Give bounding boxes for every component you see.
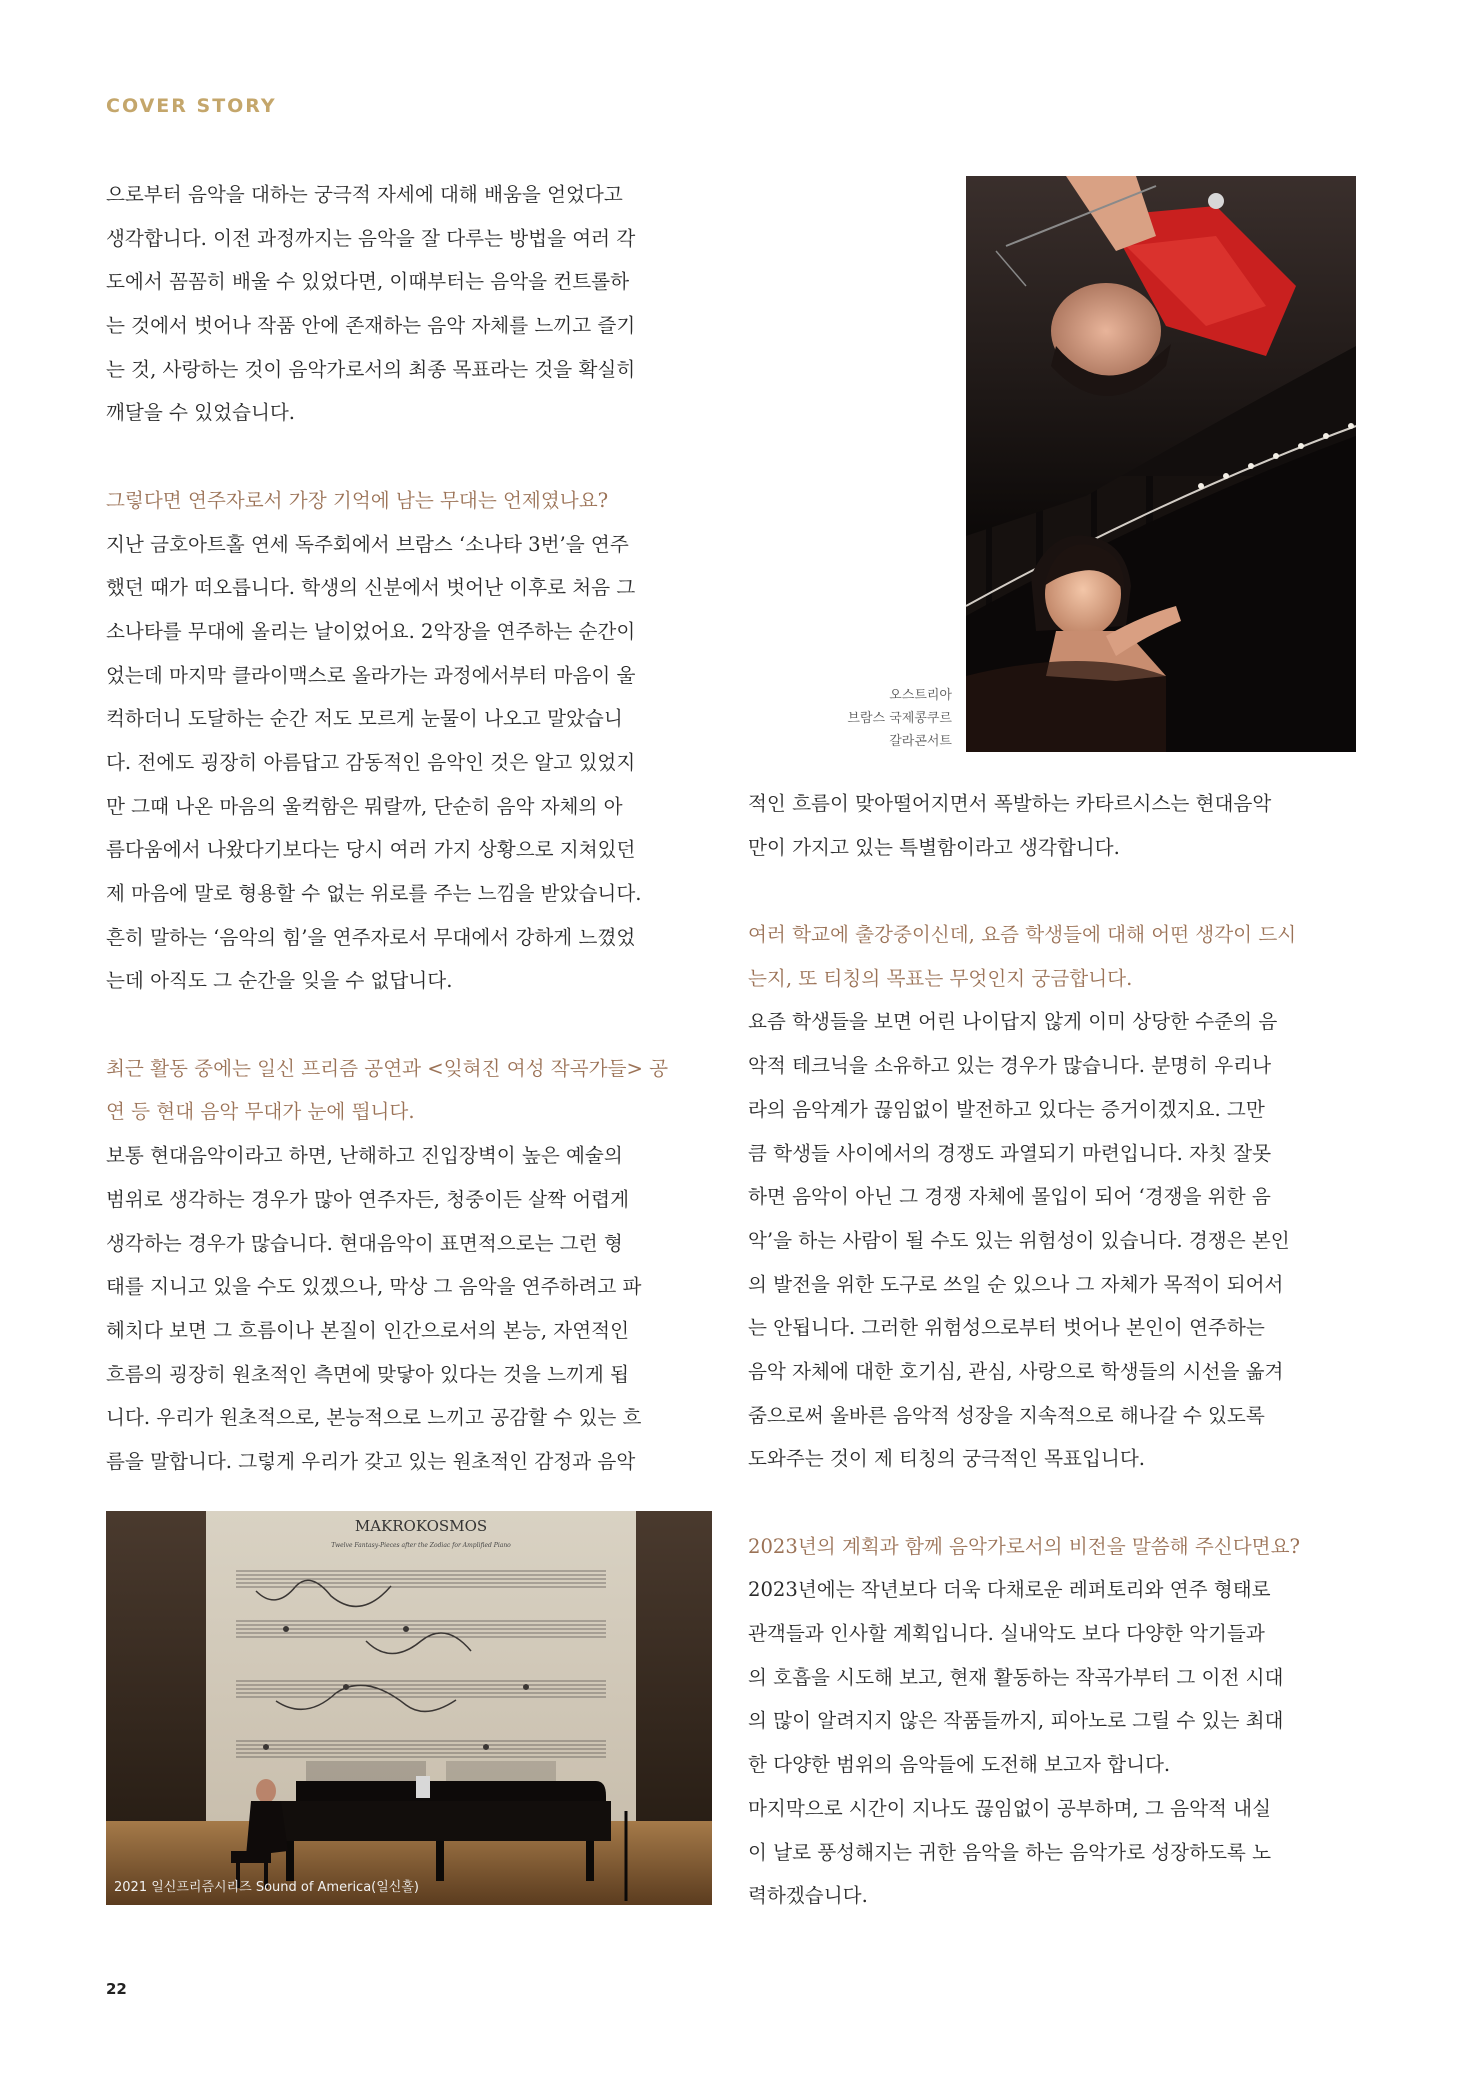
left-column [106,173,716,1484]
body-line: 의 호흡을 시도해 보고, 현재 활동하는 작곡가부터 그 이전 시대 [748,1665,1284,1689]
screen-title: MAKROKOSMOS [354,1517,488,1535]
body-line: 이 날로 풍성해지는 귀한 음악을 하는 음악가로 성장하도록 노 [748,1840,1272,1864]
body-line: 의 발전을 위한 도구로 쓰일 순 있으나 그 자체가 목적이 되어서 [748,1272,1284,1296]
body-line: 깨달을 수 있었습니다. [106,401,296,425]
body-line: 생각하는 경우가 많습니다. 현대음악이 표면적으로는 그런 형 [106,1231,623,1255]
body-line: 도에서 꼼꼼히 배울 수 있었다면, 이때부터는 음악을 컨트롤하 [106,270,630,294]
body-line: 범위로 생각하는 경우가 많아 연주자든, 청중이든 살짝 어렵게 [106,1187,630,1211]
body-line: 는 안됩니다. 그러한 위험성으로부터 벗어나 본인이 연주하는 [748,1316,1265,1340]
body-line: 제 마음에 말로 형용할 수 없는 위로를 주는 느낌을 받았습니다. [106,882,642,905]
body-line: 컥하더니 도달하는 순간 저도 모르게 눈물이 나오고 말았습니 [106,707,623,731]
body-line: 하면 음악이 아닌 그 경쟁 자체에 몰입이 되어 ‘경쟁을 위한 음 [748,1185,1271,1209]
body-line: 었는데 마지막 클라이맥스로 올라가는 과정에서부터 마음이 울 [106,663,636,687]
body-line: 흔히 말하는 ‘음악의 힘’을 연주자로서 무대에서 강하게 느꼈었 [106,925,636,949]
paragraph-spacer [106,1003,716,1047]
paragraph-spacer [748,1481,1358,1525]
body-line: 관객들과 인사할 계획입니다. 실내악도 보다 다양한 악기들과 [748,1622,1265,1646]
body-line: 는 것에서 벗어나 작품 안에 존재하는 음악 자체를 느끼고 즐기 [106,314,636,338]
body-line: 생각합니다. 이전 과정까지는 음악을 잘 다루는 방법을 여러 각 [106,226,636,250]
body-line: 마지막으로 시간이 지나도 끊임없이 공부하며, 그 음악적 내실 [748,1796,1272,1820]
body-line: 는 것, 사랑하는 것이 음악가로서의 최종 목표라는 것을 확실히 [106,357,636,381]
caption-line: 오스트리아 [889,688,952,703]
screen-subtitle: Twelve Fantasy-Pieces after the Zodiac for Amplified Piano [331,1542,511,1549]
pianist-photo-illustration [966,176,1356,752]
body-line: 으로부터 음악을 대하는 궁극적 자세에 대해 배움을 얻었다고 [106,183,623,206]
right-column [748,782,1358,1918]
question-line: 그렇다면 연주자로서 가장 기억에 남는 무대는 언제였나요? [106,488,609,512]
body-line: 력하겠습니다. [748,1884,868,1908]
body-line: 소나타를 무대에 올리는 날이었어요. 2악장을 연주하는 순간이 [106,619,636,643]
paragraph-spacer [748,869,1358,913]
body-line: 름다움에서 나왔다기보다는 당시 여러 가지 상황으로 지쳐있던 [106,838,636,862]
body-line: 보통 현대음악이라고 하면, 난해하고 진입장벽이 높은 예술의 [106,1144,623,1168]
body-line: 헤치다 보면 그 흐름이나 본질이 인간으로서의 본능, 자연적인 [106,1318,630,1342]
body-line: 음악 자체에 대한 호기심, 관심, 사랑으로 학생들의 시선을 옮겨 [748,1359,1284,1383]
body-line: 요즘 학생들을 보면 어린 나이답지 않게 이미 상당한 수준의 음 [748,1010,1278,1034]
section-label: COVER STORY [106,95,277,117]
body-line: 다. 전에도 굉장히 아름답고 감동적인 음악인 것은 알고 있었지 [106,750,636,774]
body-line: 는데 아직도 그 순간을 잊을 수 없답니다. [106,969,453,993]
body-line: 지난 금호아트홀 연세 독주회에서 브람스 ‘소나타 3번’을 연주 [106,532,629,556]
body-line: 큼 학생들 사이에서의 경쟁도 과열되기 마련입니다. 자칫 잘못 [748,1141,1272,1165]
body-line: 한 다양한 범위의 음악들에 도전해 보고자 합니다. [748,1753,1171,1777]
question-line: 는지, 또 티칭의 목표는 무엇인지 궁금합니다. [748,966,1133,990]
question-line: 최근 활동 중에는 일신 프리즘 공연과 <잊혀진 여성 작곡가들> 공 [106,1056,669,1080]
page-number: 22 [106,1980,127,1998]
pianist-photo-caption [800,684,952,753]
body-line: 라의 음악계가 끊임없이 발전하고 있다는 증거이겠지요. 그만 [748,1097,1265,1121]
body-line: 름을 말합니다. 그렇게 우리가 갖고 있는 원초적인 감정과 음악 [106,1449,636,1473]
question-line: 2023년의 계획과 함께 음악가로서의 비전을 말씀해 주신다면요? [748,1534,1300,1558]
body-line: 의 많이 알려지지 않은 작품들까지, 피아노로 그릴 수 있는 최대 [748,1709,1284,1733]
question-line: 연 등 현대 음악 무대가 눈에 띕니다. [106,1100,415,1124]
question-line: 여러 학교에 출강중이신데, 요즘 학생들에 대해 어떤 생각이 드시 [748,923,1297,947]
body-line: 적인 흐름이 맞아떨어지면서 폭발하는 카타르시스는 현대음악 [748,792,1272,815]
body-line: 만이 가지고 있는 특별함이라고 생각합니다. [748,835,1120,859]
paragraph-spacer [106,435,716,479]
caption-line: 브람스 국제콩쿠르 [847,711,952,726]
body-line: 만 그때 나온 마음의 울컥함은 뭐랄까, 단순히 음악 자체의 아 [106,794,623,818]
body-line: 했던 때가 떠오릅니다. 학생의 신분에서 벗어난 이후로 처음 그 [106,576,636,600]
body-line: 줌으로써 올바른 음악적 성장을 지속적으로 해나갈 수 있도록 [748,1403,1265,1427]
body-line: 태를 지니고 있을 수도 있겠으나, 막상 그 음악을 연주하려고 파 [106,1275,642,1299]
body-line: 악’을 하는 사람이 될 수도 있는 위험성이 있습니다. 경쟁은 본인 [748,1228,1290,1252]
stage-photo-illustration [106,1511,712,1905]
body-line: 니다. 우리가 원초적으로, 본능적으로 느끼고 공감할 수 있는 흐 [106,1406,642,1430]
caption-line: 갈라콘서트 [889,734,952,749]
body-line: 도와주는 것이 제 티칭의 궁극적인 목표입니다. [748,1447,1145,1471]
body-line: 악적 테크닉을 소유하고 있는 경우가 많습니다. 분명히 우리나 [748,1054,1272,1078]
body-line: 흐름의 굉장히 원초적인 측면에 맞닿아 있다는 것을 느끼게 됩 [106,1362,630,1386]
pianist-photo [966,176,1356,752]
body-line: 2023년에는 작년보다 더욱 다채로운 레퍼토리와 연주 형태로 [748,1578,1271,1602]
stage-photo-caption: 2021 일신프리즘시리즈 Sound of America(일신홀) [114,1880,419,1895]
stage-photo [106,1511,712,1905]
